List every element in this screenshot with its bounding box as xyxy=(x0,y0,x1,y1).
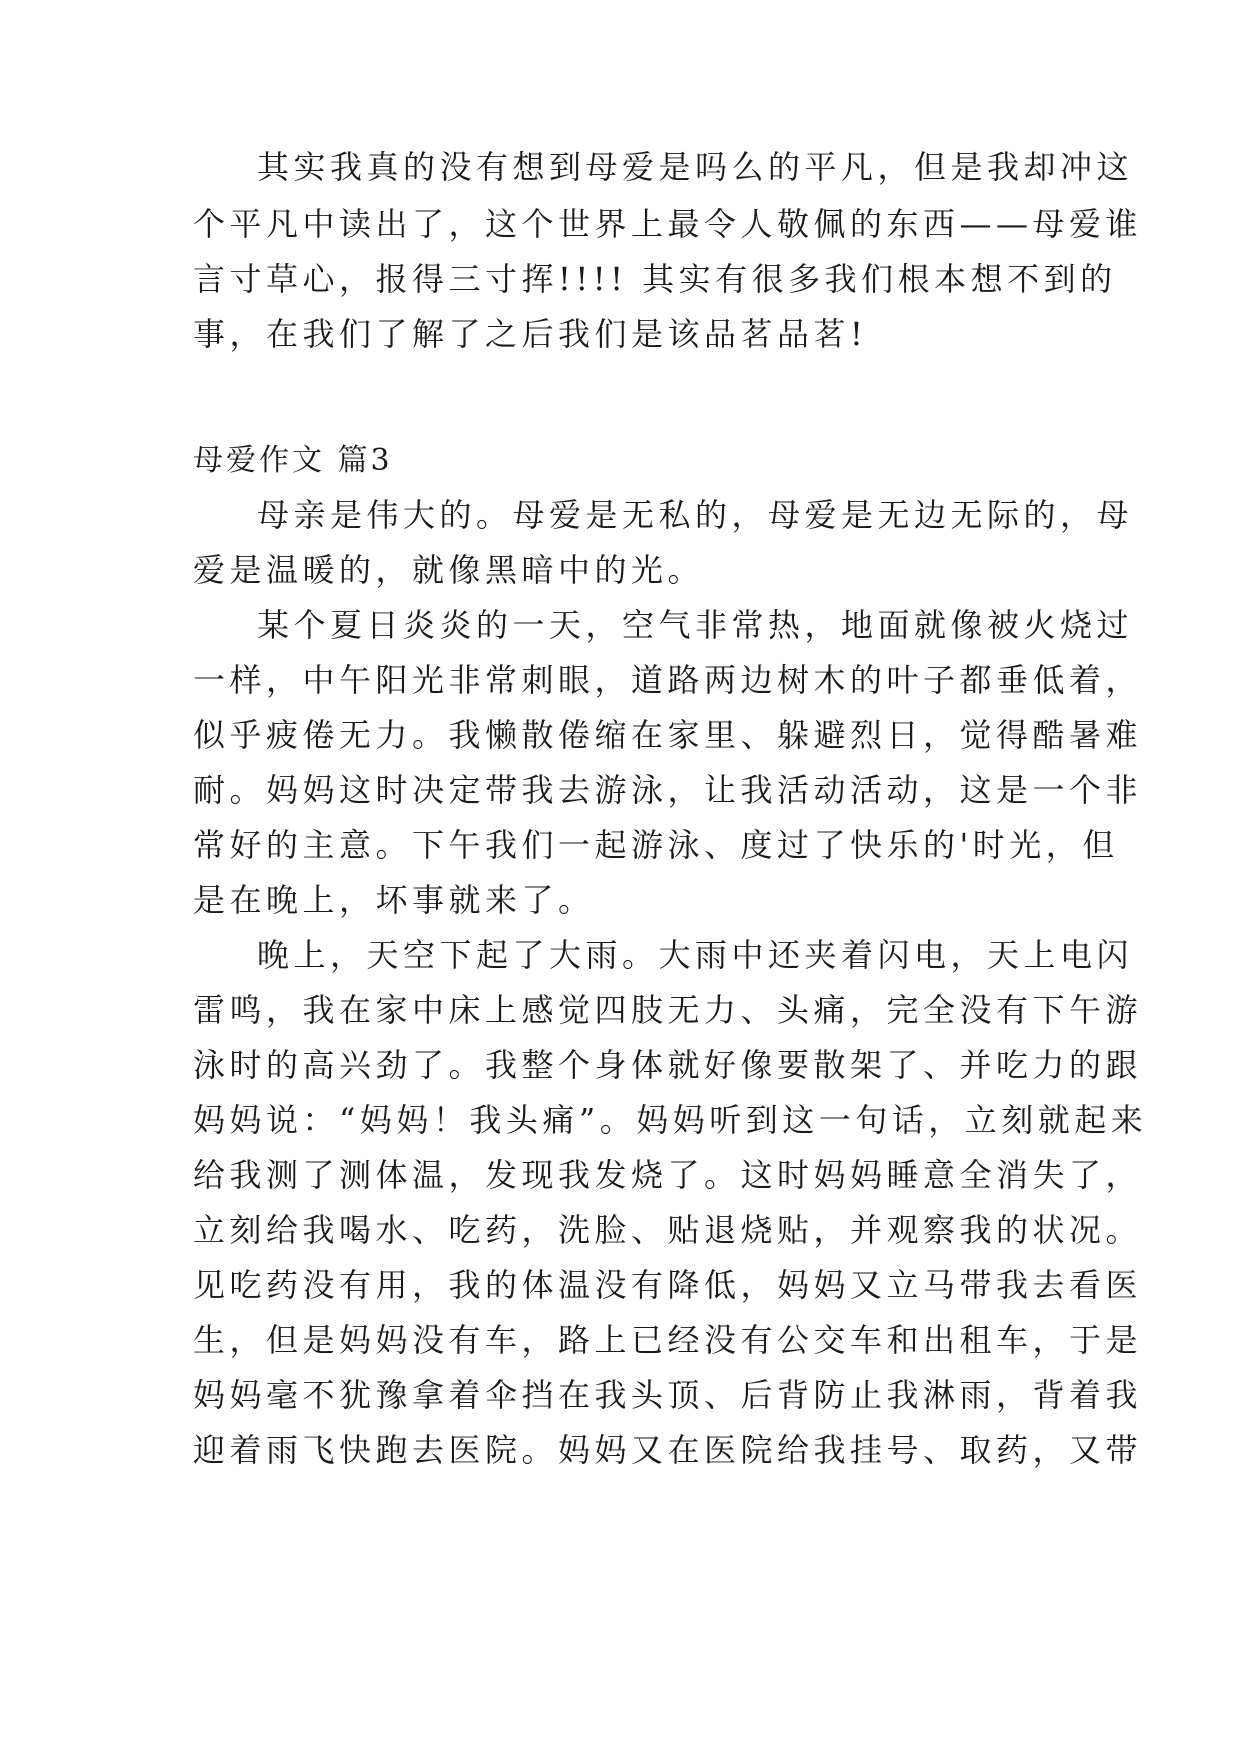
paragraph-line: 雷鸣，我在家中床上感觉四肢无力、头痛，完全没有下午游 xyxy=(193,991,1143,1029)
paragraph-line: 爱是温暖的，就像黑暗中的光。 xyxy=(193,551,705,589)
paragraph-line: 泳时的高兴劲了。我整个身体就好像要散架了、并吃力的跟 xyxy=(193,1046,1143,1084)
paragraph-line: 是在晚上，坏事就来了。 xyxy=(193,881,595,919)
paragraph-line: 立刻给我喝水、吃药，洗脸、贴退烧贴，并观察我的状况。 xyxy=(193,1211,1143,1249)
paragraph-line: 似乎疲倦无力。我懒散倦缩在家里、躲避烈日，觉得酷暑难 xyxy=(193,716,1143,754)
paragraph-line: 一样，中午阳光非常刺眼，道路两边树木的叶子都垂低着， xyxy=(193,661,1143,699)
paragraph-line: 事，在我们了解了之后我们是该品茗品茗! xyxy=(193,315,868,353)
paragraph-line: 个平凡中读出了，这个世界上最令人敬佩的东西——母爱谁 xyxy=(193,205,1143,243)
paragraph-line: 妈妈毫不犹豫拿着伞挡在我头顶、后背防止我淋雨，背着我 xyxy=(193,1376,1143,1414)
paragraph-line: 其实我真的没有想到母爱是吗么的平凡，但是我却冲这 xyxy=(257,148,1134,186)
paragraph-line: 迎着雨飞快跑去医院。妈妈又在医院给我挂号、取药，又带 xyxy=(193,1431,1143,1469)
paragraph-line: 常好的主意。下午我们一起游泳、度过了快乐的'时光，但 xyxy=(193,826,1119,864)
paragraph-line: 耐。妈妈这时决定带我去游泳，让我活动活动，这是一个非 xyxy=(193,771,1143,809)
paragraph-line: 晚上，天空下起了大雨。大雨中还夹着闪电，天上电闪 xyxy=(257,936,1134,974)
paragraph-line: 给我测了测体温，发现我发烧了。这时妈妈睡意全消失了， xyxy=(193,1156,1143,1194)
paragraph-line: 某个夏日炎炎的一天，空气非常热，地面就像被火烧过 xyxy=(257,606,1134,644)
paragraph-line: 妈妈说：“妈妈！我头痛”。妈妈听到这一句话，立刻就起来 xyxy=(193,1101,1148,1139)
paragraph-line: 母亲是伟大的。母爱是无私的，母爱是无边无际的，母 xyxy=(257,496,1134,534)
paragraph-line: 生，但是妈妈没有车，路上已经没有公交车和出租车，于是 xyxy=(193,1321,1143,1359)
paragraph-line: 言寸草心，报得三寸挥!!!! 其实有很多我们根本想不到的 xyxy=(193,260,1117,298)
section-title: 母爱作文 篇3 xyxy=(193,443,393,478)
paragraph-line: 见吃药没有用，我的体温没有降低，妈妈又立马带我去看医 xyxy=(193,1266,1143,1304)
